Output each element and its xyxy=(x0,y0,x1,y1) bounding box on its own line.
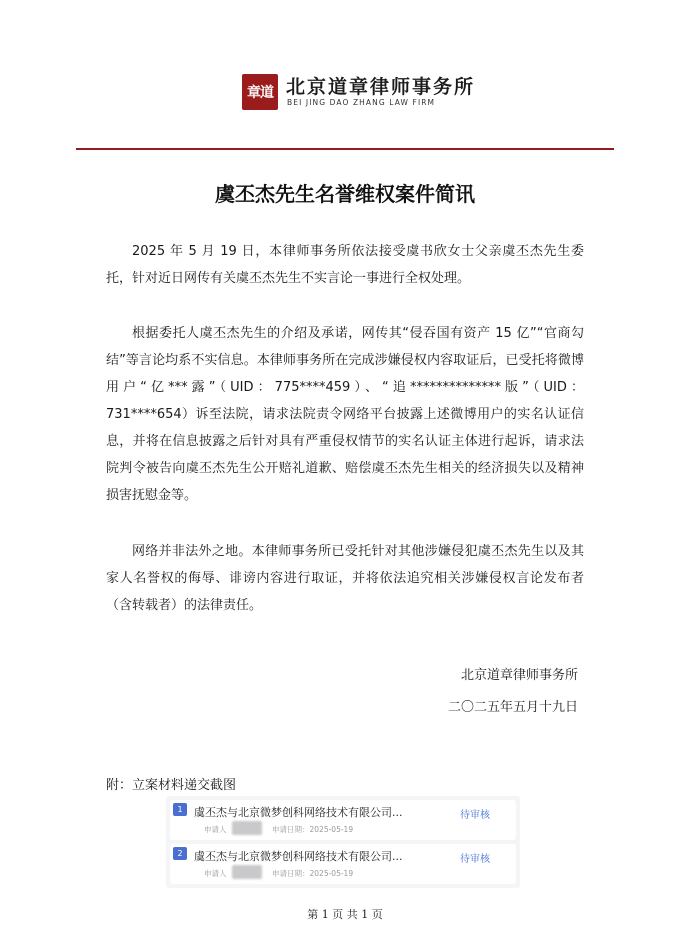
redacted-applicant xyxy=(232,865,262,879)
case-item xyxy=(170,844,516,884)
firm-name-cn: 北京道章律师事务所 xyxy=(286,76,476,98)
header-divider xyxy=(76,148,614,150)
document-title: 虞丕杰先生名誉维权案件简讯 xyxy=(215,182,475,206)
firm-name-en: BEI JING DAO ZHANG LAW FIRM xyxy=(287,98,436,107)
case-status: 待审核 xyxy=(460,810,490,821)
attachment-label: 附：立案材料递交截图 xyxy=(106,778,237,793)
case-item xyxy=(170,800,516,840)
paragraph-3: 网络并非法外之地。本律师事务所已受托针对其他涉嫌侵犯虞丕杰先生以及其家人名誉权的侮辱、诽谤内容进行取证，并将依法追究相关涉嫌侵权言论发布者（含转载者）的法律责任。 xyxy=(106,544,584,613)
redacted-applicant xyxy=(232,821,262,835)
case-title: 虞丕杰与北京微梦创科网络技术有限公司... xyxy=(194,850,403,863)
case-number-badge: 2 xyxy=(173,847,187,860)
filing-screenshot xyxy=(166,796,520,888)
case-number-badge: 1 xyxy=(173,803,187,816)
case-status: 待审核 xyxy=(460,854,490,865)
page-number: 第 1 页 共 1 页 xyxy=(307,908,383,921)
case-date: 申请日期：2025-05-19 xyxy=(272,825,354,834)
case-applicant-label: 申请人 xyxy=(204,825,227,834)
signature-date: 二〇二五年五月十九日 xyxy=(447,700,578,715)
paragraph-1: 2025 年 5 月 19 日，本律师事务所依法接受虞书欣女士父亲虞丕杰先生委托，针对近日网传有关虞丕杰先生不实言论一事进行全权处理。 xyxy=(106,244,584,286)
case-title: 虞丕杰与北京微梦创科网络技术有限公司... xyxy=(194,806,403,819)
signature-firm: 北京道章律师事务所 xyxy=(460,668,578,683)
case-date: 申请日期：2025-05-19 xyxy=(272,869,354,878)
letterhead xyxy=(0,66,690,116)
case-applicant-label: 申请人 xyxy=(204,869,227,878)
paragraph-2: 根据委托人虞丕杰先生的介绍及承诺，网传其“侵吞国有资产 15 亿”“官商勾结”等言论均系不实信息。本律师事务所在完成涉嫌侵权内容取证后，已受托将微博用户“亿***露”（UID：775****459）、“追**************版”（UID：731****654）诉至法院，请求法院责令网络平台披露上述微博用户的实名认证信息，并将在信息披露之后针对具有严重侵权情节的实名认证主体进行起诉，请求法院判令被告向虞丕杰先生公开赔礼道歉、赔偿虞丕杰先生相关的经济损失以及精神损害抚慰金等。 xyxy=(106,326,584,503)
firm-seal-logo: 章道 xyxy=(242,74,278,110)
